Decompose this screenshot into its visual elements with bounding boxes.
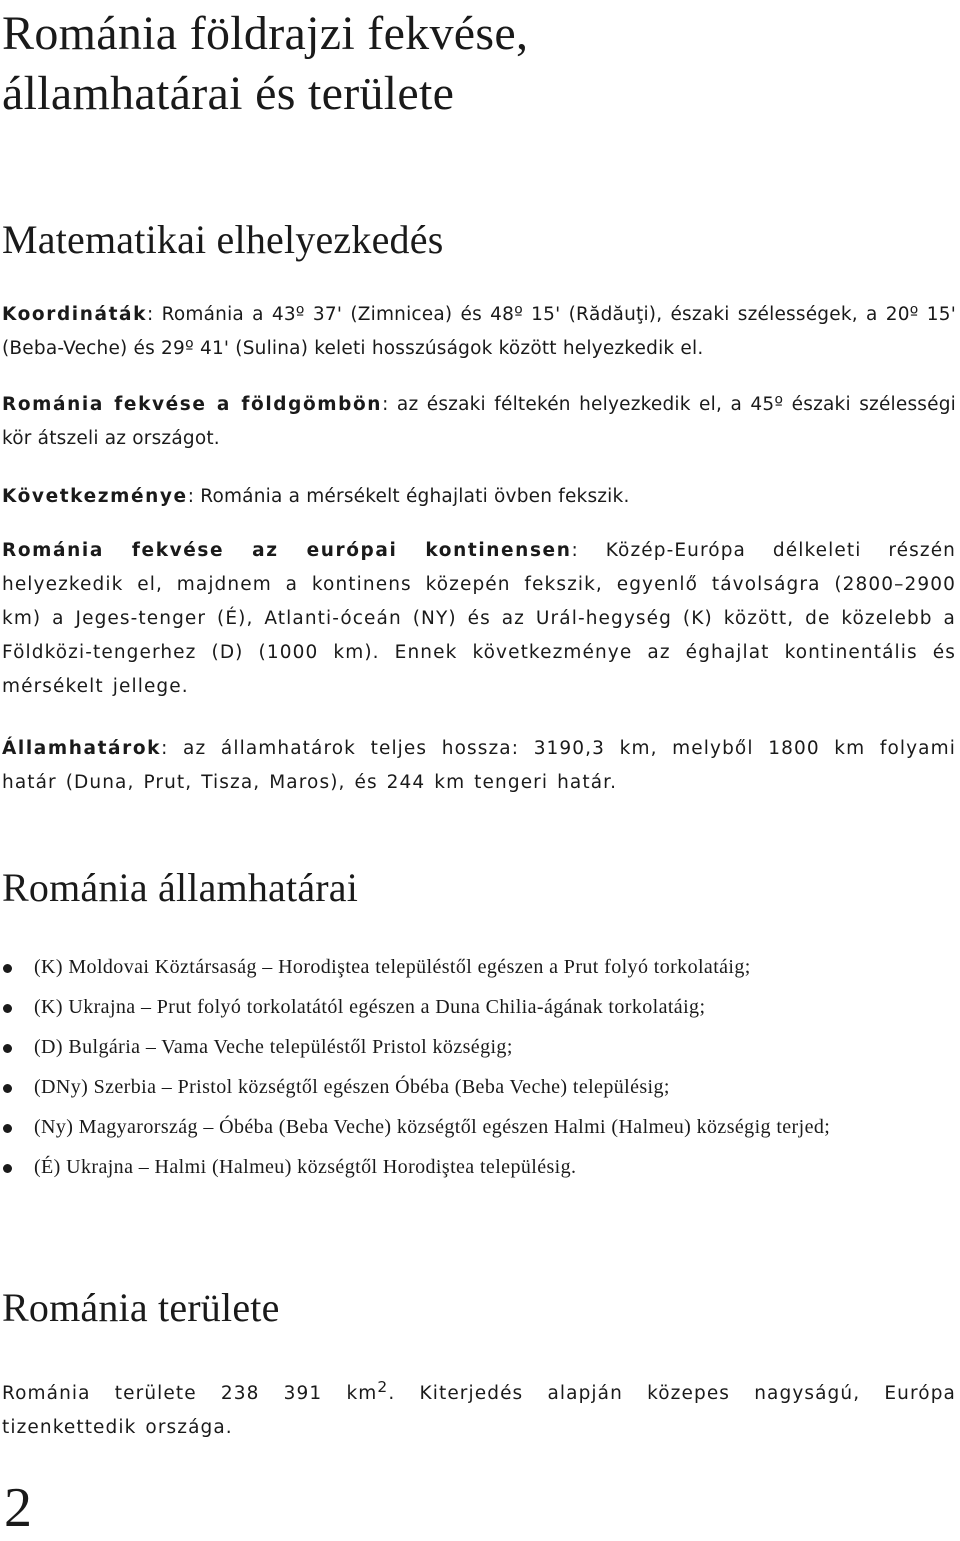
globe-position-paragraph xyxy=(2,388,956,456)
border-item-text: (É) Ukrajna – Halmi (Halmeu) községtől Horodiştea településig. xyxy=(34,1156,577,1178)
section-heading-borders: Románia államhatárai xyxy=(2,865,359,910)
borders-list xyxy=(0,950,956,1190)
border-item-text: (K) Moldovai Köztársaság – Horodiştea településtől egészen a Prut folyó torkolatáig; xyxy=(34,956,751,978)
border-item-text: (Ny) Magyarország – Óbéba (Beba Veche) községtől egészen Halmi (Halmeu) községig terjed; xyxy=(34,1116,831,1138)
bullet-icon xyxy=(3,1084,12,1093)
state-borders-label: Államhatárok xyxy=(2,738,162,759)
list-item xyxy=(0,990,956,1024)
list-item xyxy=(0,1030,956,1064)
state-borders-text: : az államhatárok teljes hossza: 3190,3 km, melyből 1800 km folyami határ (Duna, Prut, Tisza, Maros), és 244 km tengeri határ. xyxy=(2,738,956,793)
list-item xyxy=(0,950,956,984)
border-item-text: (K) Ukrajna – Prut folyó torkolatától egészen a Duna Chilia-ágának torkolatáig; xyxy=(34,996,706,1018)
page-number: 2 xyxy=(4,1477,32,1539)
european-position-paragraph xyxy=(2,534,956,704)
bullet-icon xyxy=(3,964,12,973)
bullet-icon xyxy=(3,1004,12,1013)
list-item xyxy=(0,1110,956,1144)
european-position-text: : Közép-Európa délkeleti részén helyezkedik el, majdnem a kontinens közepén fekszik, egyenlő távolságra (2800–2900 km) a Jeges-tenger (É), Atlanti-óceán (NY) és az Urál-hegység (K) között, de közelebb a Földközi-tengerhez (D) (1000 km). Ennek következménye az éghajlat kontinentális és mérsékelt jellege. xyxy=(2,540,956,697)
coordinates-text: : Románia a 43º 37' (Zimnicea) és 48º 15' (Rădăuţi), északi szélességek, a 20º 15' (Beba-Veche) és 29º 41' (Sulina) keleti hosszúságok között helyezkedik el. xyxy=(2,304,956,359)
page-title-line-2: államhatárai és területe xyxy=(2,67,455,120)
bullet-icon xyxy=(3,1044,12,1053)
list-item xyxy=(0,1070,956,1104)
coordinates-label: Koordináták xyxy=(2,304,148,325)
globe-position-text: : az északi féltekén helyezkedik el, a 45º északi szélességi kör átszeli az országot. xyxy=(2,394,956,449)
state-borders-paragraph xyxy=(2,732,956,800)
coordinates-paragraph xyxy=(2,298,956,366)
consequence-text: : Románia a mérsékelt éghajlati övben fekszik. xyxy=(187,486,630,507)
globe-position-label: Románia fekvése a földgömbön xyxy=(2,394,383,415)
page-title xyxy=(2,4,528,124)
area-unit-superscript: 2 xyxy=(377,1378,389,1396)
bullet-icon xyxy=(3,1124,12,1133)
area-paragraph xyxy=(2,1370,956,1445)
european-position-label: Románia fekvése az európai kontinensen xyxy=(2,540,572,561)
consequence-paragraph xyxy=(2,480,956,514)
page-title-line-1: Románia földrajzi fekvése, xyxy=(2,7,529,60)
area-text-before: Románia területe 238 391 km xyxy=(2,1383,378,1405)
section-heading-area: Románia területe xyxy=(2,1285,280,1330)
list-item xyxy=(0,1150,956,1184)
area-text-after: . Kiterjedés alapján közepes nagyságú, Európa tizenkettedik országa. xyxy=(2,1383,956,1439)
consequence-label: Következménye xyxy=(2,486,188,507)
border-item-text: (D) Bulgária – Vama Veche településtől Pristol községig; xyxy=(34,1036,513,1058)
bullet-icon xyxy=(3,1164,12,1173)
border-item-text: (DNy) Szerbia – Pristol községtől egészen Óbéba (Beba Veche) településig; xyxy=(34,1076,670,1098)
section-heading-math-position: Matematikai elhelyezkedés xyxy=(2,217,444,262)
